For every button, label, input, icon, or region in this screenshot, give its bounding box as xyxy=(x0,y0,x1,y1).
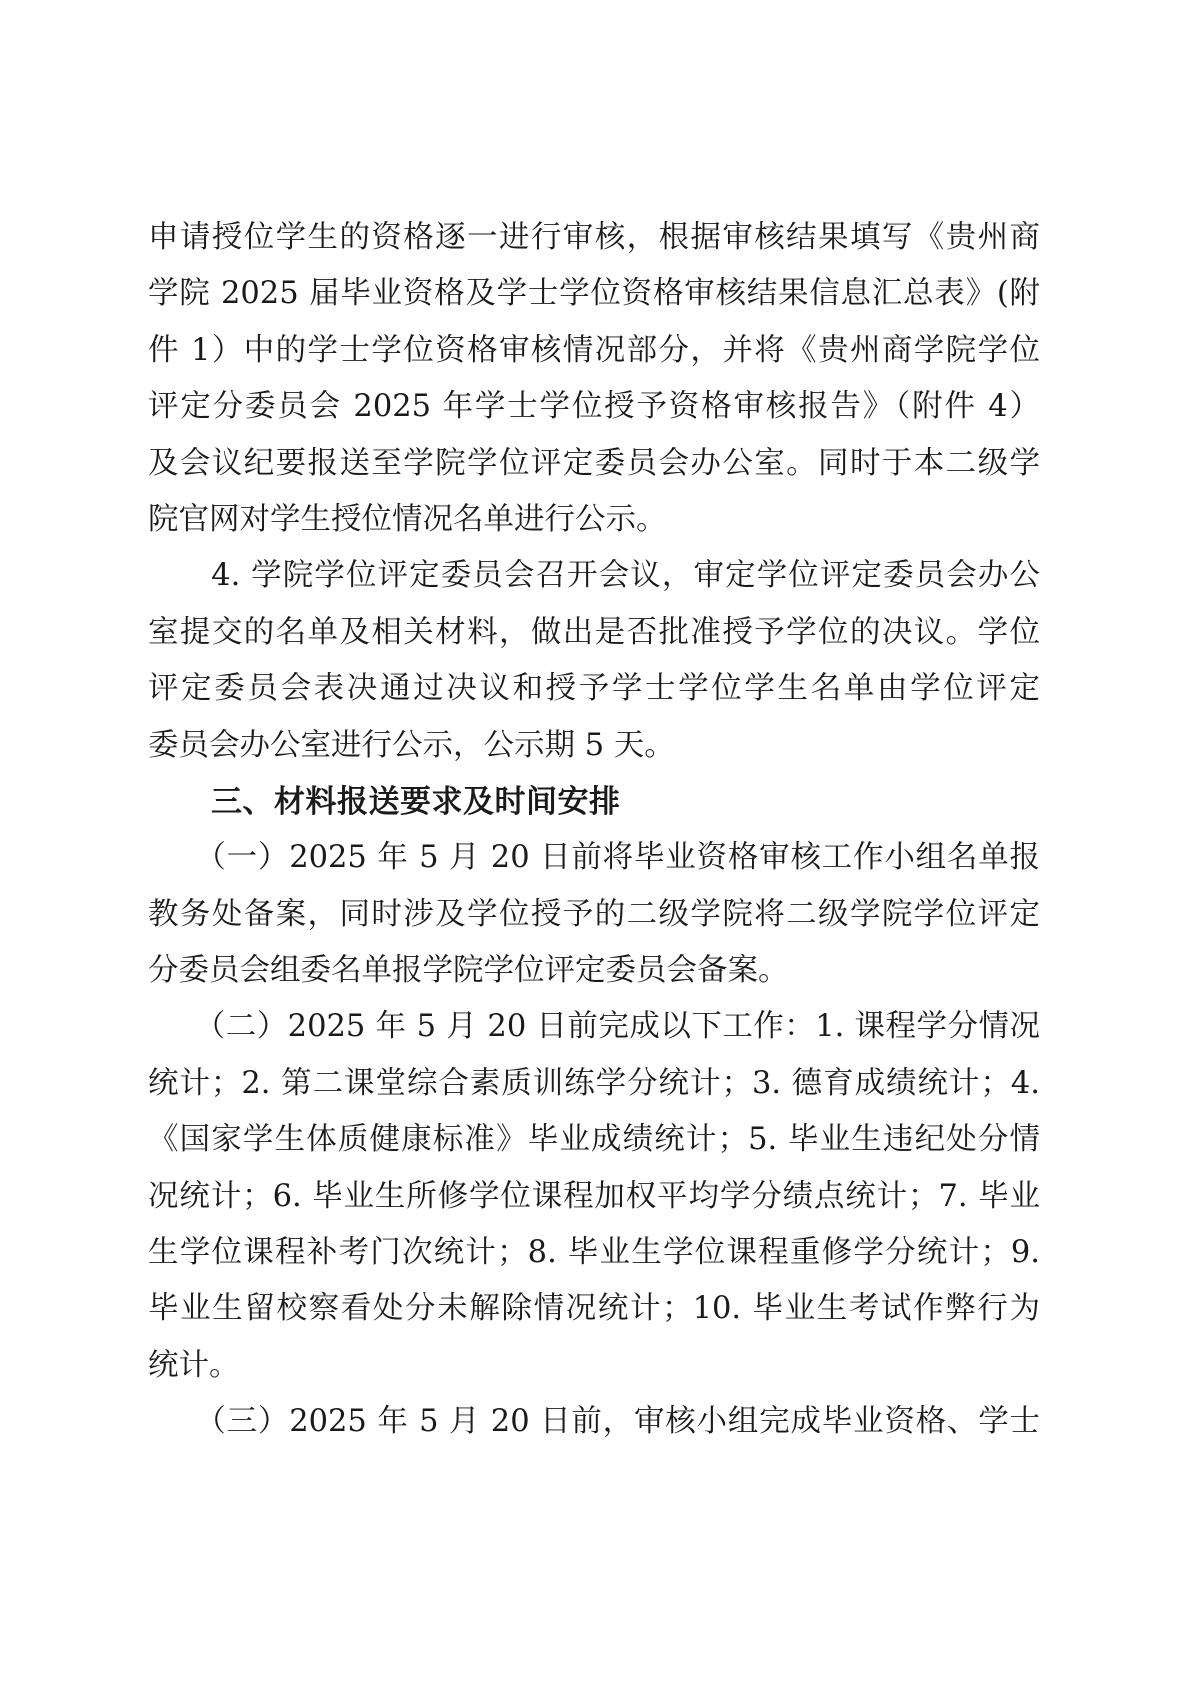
text-line: （三）2025 年 5 月 20 日前，审核小组完成毕业资格、学士 xyxy=(148,1404,1040,1440)
text-line: 院官网对学生授位情况名单进行公示。 xyxy=(148,501,667,537)
text-line: 统计；2. 第二课堂综合素质训练学分统计；3. 德育成绩统计；4. xyxy=(148,1065,1040,1101)
text-line: 4. 学院学位评定委员会召开会议，审定学位评定委员会办公 xyxy=(148,558,1040,594)
section-3-heading xyxy=(148,774,1040,830)
text-line: 学院 2025 届毕业资格及学士学位资格审核结果信息汇总表》(附 xyxy=(148,276,1040,312)
text-line: 委员会办公室进行公示，公示期 5 天。 xyxy=(148,727,675,763)
text-line: 《国家学生体质健康标准》毕业成绩统计；5. 毕业生违纪处分情 xyxy=(148,1122,1040,1158)
text-line: 统计。 xyxy=(148,1347,240,1383)
text-line: 评定委员会表决通过决议和授予学士学位学生名单由学位评定 xyxy=(148,671,1040,707)
paragraph-item-4-degree-committee-meeting xyxy=(148,548,1040,774)
paragraph-item-1-filing-deadline xyxy=(148,830,1040,999)
text-line: （一）2025 年 5 月 20 日前将毕业资格审核工作小组名单报 xyxy=(148,840,1040,876)
text-line: 及会议纪要报送至学院学位评定委员会办公室。同时于本二级学 xyxy=(148,445,1040,481)
text-line: 教务处备案，同时涉及学位授予的二级学院将二级学院学位评定 xyxy=(148,896,1040,932)
text-line: 毕业生留校察看处分未解除情况统计；10. 毕业生考试作弊行为 xyxy=(148,1291,1040,1327)
text-line: 三、材料报送要求及时间安排 xyxy=(148,783,621,820)
paragraph-continuation-degree-review xyxy=(148,210,1040,548)
paragraph-item-3-review-completion xyxy=(148,1394,1040,1450)
text-line: 评定分委员会 2025 年学士学位授予资格审核报告》（附件 4） xyxy=(148,389,1040,425)
document-text-block xyxy=(148,210,1040,1451)
text-line: （二）2025 年 5 月 20 日前完成以下工作：1. 课程学分情况 xyxy=(148,1009,1040,1045)
paragraph-item-2-statistics-tasks xyxy=(148,999,1040,1394)
text-line: 分委员会组委名单报学院学位评定委员会备案。 xyxy=(148,953,789,989)
text-line: 申请授位学生的资格逐一进行审核，根据审核结果填写《贵州商 xyxy=(148,220,1040,255)
text-line: 况统计；6. 毕业生所修学位课程加权平均学分绩点统计；7. 毕业 xyxy=(148,1178,1040,1214)
text-line: 生学位课程补考门次统计；8. 毕业生学位课程重修学分统计；9. xyxy=(148,1235,1040,1271)
text-line: 件 1）中的学士学位资格审核情况部分，并将《贵州商学院学位 xyxy=(148,332,1040,368)
text-line: 室提交的名单及相关材料，做出是否批准授予学位的决议。学位 xyxy=(148,614,1040,650)
